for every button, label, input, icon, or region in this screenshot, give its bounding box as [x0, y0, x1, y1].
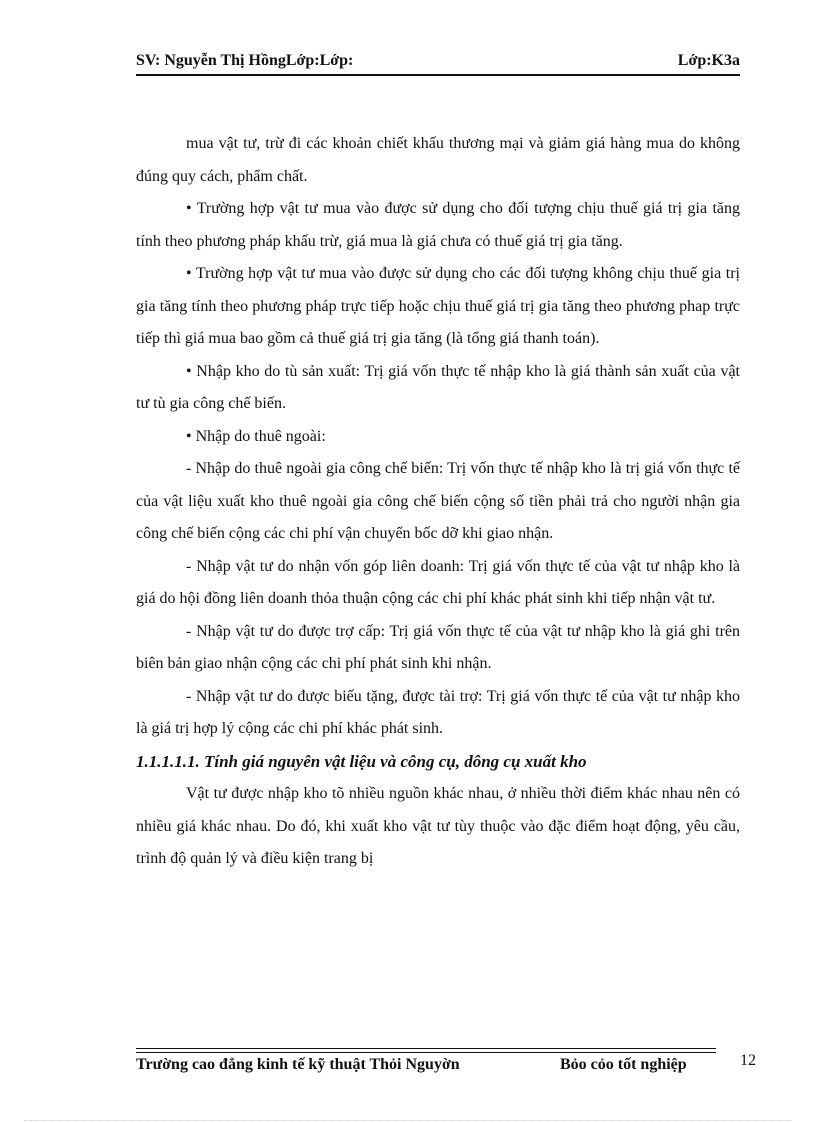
footer-report-title: Bỏo cỏo tốt nghiệp	[560, 1056, 687, 1073]
paragraph: mua vật tư, trừ đi các khoản chiết khấu thương mại và giảm giá hàng mua do không đúng quy cách, phẩm chất.	[136, 135, 740, 185]
header-class: Lớp:K3a	[677, 52, 740, 69]
page-number: 12	[740, 1052, 756, 1069]
page-header	[136, 50, 740, 76]
footer-school: Trường cao đẳng kinh tế kỹ thuật Thỏi Nguyờn	[136, 1056, 460, 1073]
section-title: Tính giá nguyên vật liệu và công cụ, dông cụ xuất kho	[204, 751, 587, 771]
section-number: 1.1.1.1.1.	[136, 751, 200, 771]
paragraph: - Nhập do thuê ngoài gia công chế biến: Trị vốn thực tế nhập kho là trị giá vốn thực tế của vật liệu xuất kho thuê ngoài gia công chế biến cộng số tiền phải trả cho người nhận gia công chế biến cộng các chi phí vận chuyển bốc dỡ khi giao nhận.	[136, 460, 740, 542]
document-body	[136, 128, 740, 876]
paragraph: Vật tư được nhập kho tõ nhiều nguồn khác nhau, ở nhiều thời điểm khác nhau nên có nhiều giá khác nhau. Do đó, khi xuất kho vật tư tùy thuộc vào đặc điểm hoạt động, yêu cầu, trình độ quản lý và điều kiện trang bị	[136, 785, 740, 867]
paragraph: - Nhập vật tư do được trợ cấp: Trị giá vốn thực tế của vật tư nhập kho là giá ghi trên biên bản giao nhận cộng các chi phí phát sinh khi nhận.	[136, 622, 740, 672]
paragraph: - Nhập vật tư do được biếu tặng, được tài trợ: Trị giá vốn thực tế của vật tư nhập kho là giá trị hợp lý cộng các chi phí khác phát sinh.	[136, 687, 740, 737]
footer-rule-bottom	[136, 1052, 716, 1053]
header-student-info: SV: Nguyễn Thị HồngLớp:Lớp:	[136, 52, 354, 69]
paragraph: • Trường hợp vật tư mua vào được sử dụng cho đối tượng chịu thuế giá trị gia tăng tính theo phương pháp khấu trừ, giá mua là giá chưa có thuế giá trị gia tăng.	[136, 200, 740, 250]
page-edge-dotted-line	[24, 1120, 792, 1121]
paragraph: • Trường hợp vật tư mua vào được sử dụng cho các đối tượng không chịu thuế gia trị gia tăng tính theo phương pháp trực tiếp hoặc chịu thuế giá trị gia tăng theo phương phap trực tiếp thì giá mua bao gồm cả thuế giá trị gia tăng (là tổng giá thanh toán).	[136, 265, 740, 347]
footer-rule-top	[136, 1048, 716, 1049]
paragraph: - Nhập vật tư do nhận vốn góp liên doanh: Trị giá vốn thực tế của vật tư nhập kho là giá do hội đồng liên doanh thỏa thuận cộng các chi phí khác phát sinh khi tiếp nhận vật tư.	[136, 557, 740, 607]
paragraph: • Nhập kho do tù sản xuất: Trị giá vốn thực tế nhập kho là giá thành sản xuất của vật tư tù gia công chế biến.	[136, 362, 740, 412]
paragraph: • Nhập do thuê ngoài:	[186, 427, 326, 445]
section-heading	[136, 746, 740, 779]
